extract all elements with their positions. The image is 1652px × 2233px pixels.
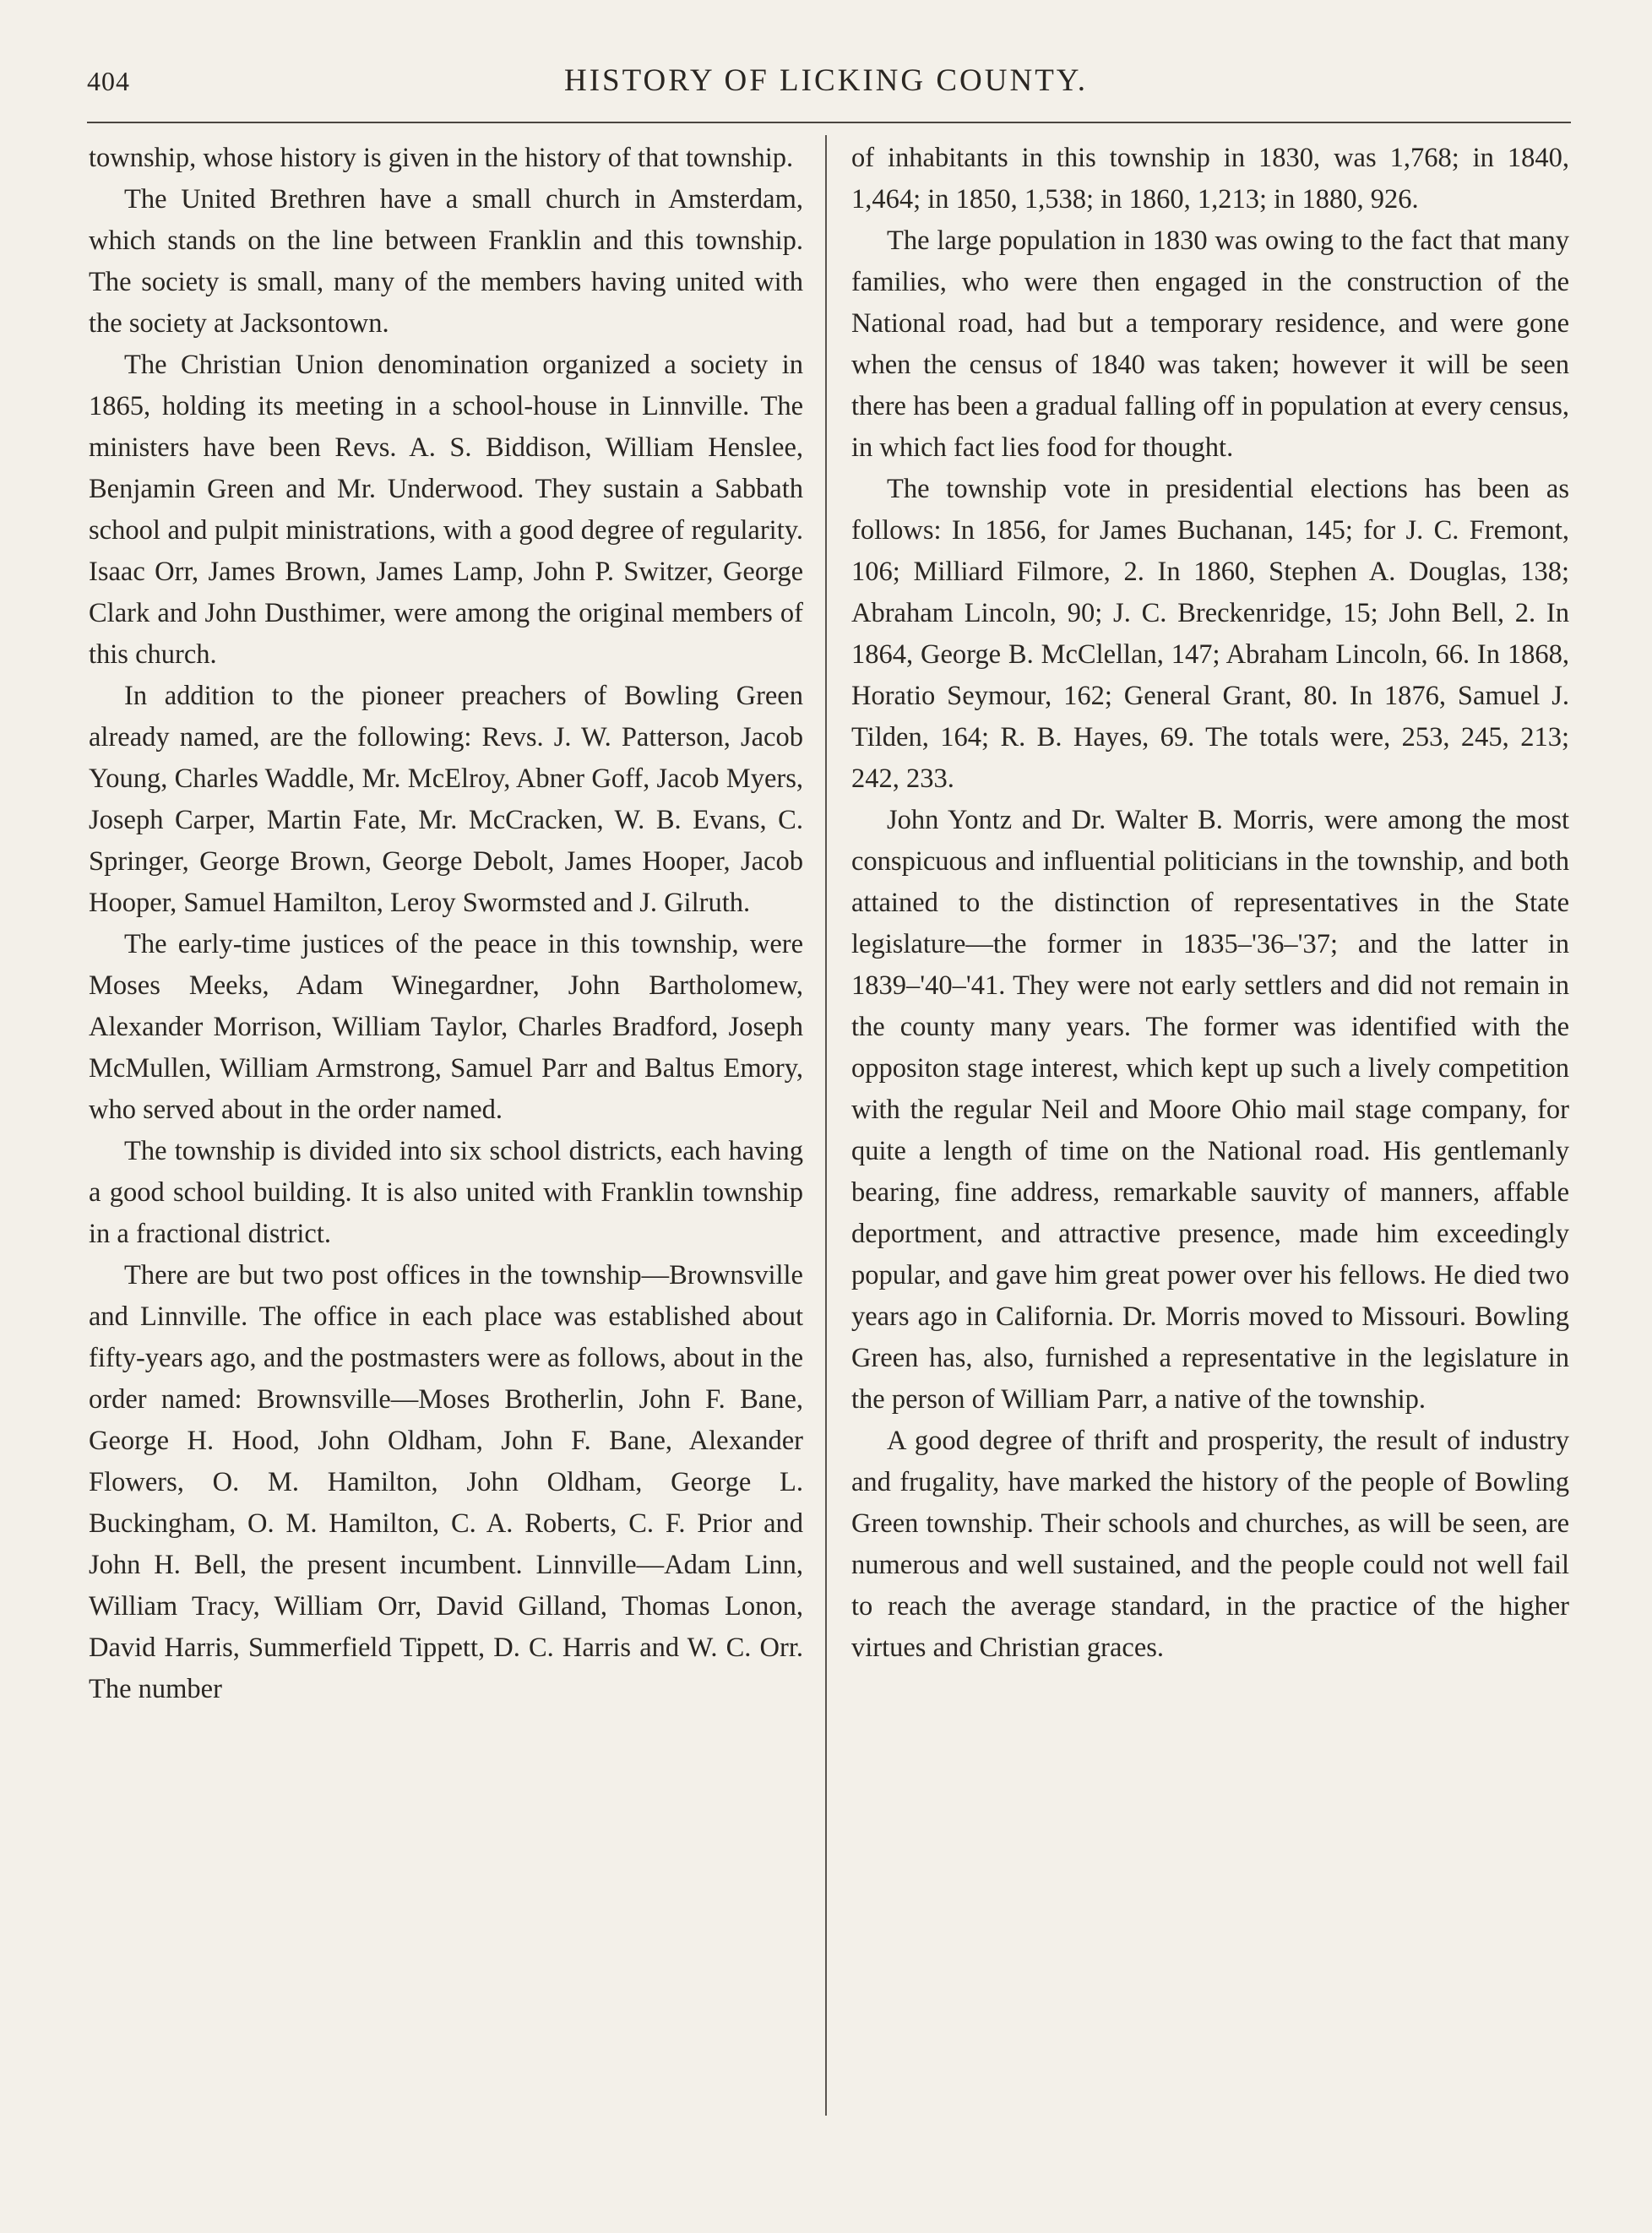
paragraph: township, whose history is given in the history of that township.: [89, 143, 794, 173]
left-column: [89, 138, 803, 1710]
right-column: [851, 138, 1569, 1669]
paragraph: of inhabitants in this township in 1830, was 1,768; in 1840, 1,464; in 1850, 1,538; in 1860, 1,213; in 1880, 926.: [851, 143, 1569, 215]
paragraph: A good degree of thrift and prosperity, the result of industry and frugality, have marked the history of the people of Bowling Green township. Their schools and churches, as will be seen, are numerous and well sustained, and the people could not well fail to reach the average standard, in the practice of the higher virtues and Christian graces.: [851, 1426, 1569, 1663]
paragraph: John Yontz and Dr. Walter B. Morris, were among the most conspicuous and influential politicians in the township, and both attained to the distinction of representatives in the State legislature—the former in 1835–'36–'37; and the latter in 1839–'40–'41. They were not early settlers and did not remain in the county many years. The former was identified with the oppositon stage interest, which kept up such a lively competition with the regular Neil and Moore Ohio mail stage company, for quite a length of time on the National road. His gentlemanly bearing, fine address, remarkable sauvity of manners, affable deportment, and attractive presence, made him exceedingly popular, and gave him great power over his fellows. He died two years ago in California. Dr. Morris moved to Missouri. Bowling Green has, also, furnished a representative in the legislature in the person of William Parr, a native of the township.: [851, 805, 1569, 1415]
page-number: 404: [87, 66, 130, 96]
header-rule: [87, 122, 1571, 123]
running-head-title: HISTORY OF LICKING COUNTY.: [563, 63, 1089, 98]
paragraph: The early-time justices of the peace in this township, were Moses Meeks, Adam Winegardner, John Bartholomew, Alexander Morrison, William Taylor, Charles Bradford, Joseph McMullen, William Armstrong, Samuel Parr and Baltus Emory, who served about in the order named.: [89, 929, 803, 1125]
column-divider: [825, 135, 827, 2116]
paragraph: The United Brethren have a small church in Amsterdam, which stands on the line between Franklin and this township. The society is small, many of the members having united with the society at Jacksontown.: [89, 184, 803, 339]
paragraph: There are but two post offices in the township—Brownsville and Linnville. The office in each place was established about fifty-years ago, and the postmasters were as follows, about in the order named: Brownsville—Moses Brotherlin, John F. Bane, George H. Hood, John Oldham, John F. Bane, Alexander Flowers, O. M. Hamilton, John Oldham, George L. Buckingham, O. M. Hamilton, C. A. Roberts, C. F. Prior and John H. Bell, the present incumbent. Linnville—Adam Linn, William Tracy, William Orr, David Gilland, Thomas Lonon, David Harris, Summerfield Tippett, D. C. Harris and W. C. Orr. The number: [89, 1260, 803, 1704]
paragraph: The township vote in presidential elections has been as follows: In 1856, for James Buchanan, 145; for J. C. Fremont, 106; Milliard Filmore, 2. In 1860, Stephen A. Douglas, 138; Abraham Lincoln, 90; J. C. Breckenridge, 15; John Bell, 2. In 1864, George B. McClellan, 147; Abraham Lincoln, 66. In 1868, Horatio Seymour, 162; General Grant, 80. In 1876, Samuel J. Tilden, 164; R. B. Hayes, 69. The totals were, 253, 245, 213; 242, 233.: [851, 474, 1569, 794]
paragraph: In addition to the pioneer preachers of Bowling Green already named, are the following: Revs. J. W. Patterson, Jacob Young, Charles Waddle, Mr. McElroy, Abner Goff, Jacob Myers, Joseph Carper, Martin Fate, Mr. McCracken, W. B. Evans, C. Springer, George Brown, George Debolt, James Hooper, Jacob Hooper, Samuel Hamilton, Leroy Swormsted and J. Gilruth.: [89, 681, 803, 918]
paragraph: The large population in 1830 was owing to the fact that many families, who were then engaged in the construction of the National road, had but a temporary residence, and were gone when the census of 1840 was taken; however it will be seen there has been a gradual falling off in population at every census, in which fact lies food for thought.: [851, 225, 1569, 463]
paragraph: The township is divided into six school districts, each having a good school building. It is also united with Franklin township in a fractional district.: [89, 1136, 803, 1249]
paragraph: The Christian Union denomination organized a society in 1865, holding its meeting in a school-house in Linnville. The ministers have been Revs. A. S. Biddison, William Henslee, Benjamin Green and Mr. Underwood. They sustain a Sabbath school and pulpit ministrations, with a good degree of regularity. Isaac Orr, James Brown, James Lamp, John P. Switzer, George Clark and John Dusthimer, were among the original members of this church.: [89, 350, 803, 670]
